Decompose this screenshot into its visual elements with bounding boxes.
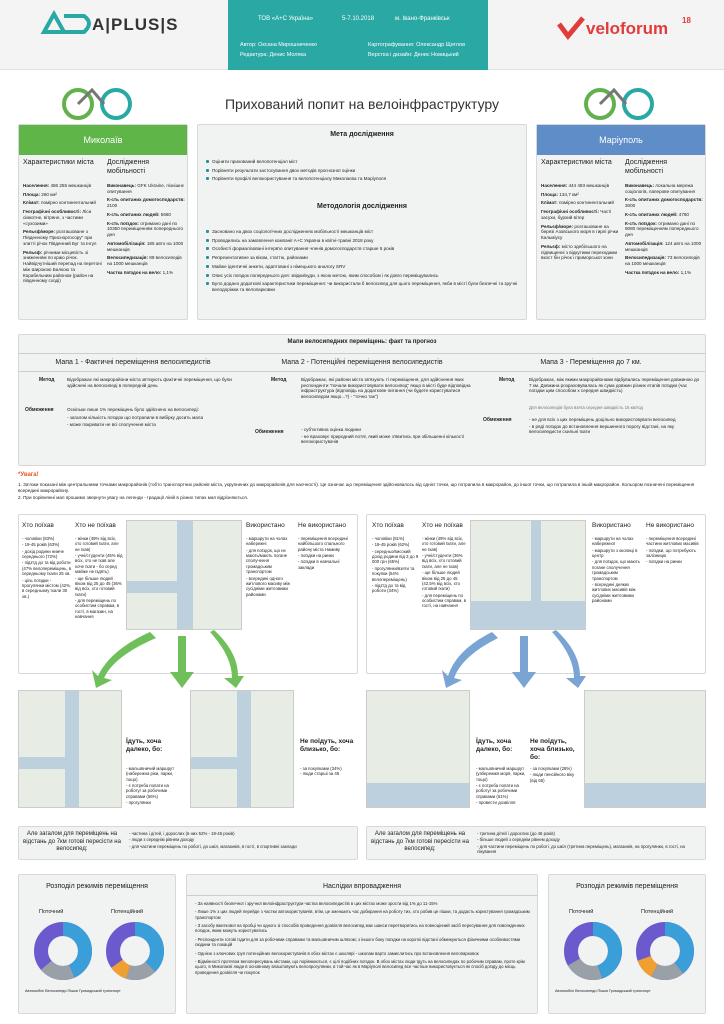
map1-limit-label: Обмеження <box>25 407 54 413</box>
stat-label: Площа: <box>23 191 42 197</box>
stat-row <box>23 183 103 189</box>
dist-left-legend: Автомобілі Велосипеди Пішки Громадський транспорт <box>25 989 121 993</box>
nik-map-1 <box>126 520 242 630</box>
stat-value: Ліси сімкотне, вітряне, з частими «сухозими» <box>23 209 92 226</box>
stat-label: Виконавець: <box>625 183 656 188</box>
nik-map-2 <box>18 690 122 808</box>
dist-right-donut-a <box>563 921 623 981</box>
bullet-item: Засновано на двох соціологічних дослідженнях мобільності мешканців міст <box>206 229 520 235</box>
list-item: - всередині деяких житлових масивів між сусідніми житловими районами <box>592 581 636 603</box>
nik-use-title: Використано <box>246 522 285 529</box>
header-editor: Редактура: Денис Моляка <box>240 52 307 58</box>
mar-summary <box>366 826 706 860</box>
list-item: - жінки (49% від всіх, хто готовий їхати, але не їхав) <box>75 536 119 552</box>
stat-row <box>107 197 185 208</box>
bullet-item: Репрезентативне за віком, статтю, районами <box>206 255 520 261</box>
dist-left-donut-b <box>105 921 165 981</box>
dist-right-title: Розподіл режимів переміщення <box>576 883 678 890</box>
stat-value: помірно континентальний <box>558 200 614 206</box>
stat-label: Рельєф: <box>541 243 562 249</box>
mariupol-col2-title: Дослідження мобільності <box>625 159 668 175</box>
stat-row <box>23 250 103 284</box>
bullet-item: Особисті формалізовані інтерв'ю опитування членів домогосподарств старше 5 років <box>206 246 520 252</box>
stat-row <box>625 212 703 218</box>
mar-summary-label: Але загалом для переміщень на відстань до 7км готові пересісти на велосипед: <box>371 831 469 852</box>
green-arrows-icon <box>92 630 244 688</box>
map-title-line <box>19 371 705 372</box>
dist-left-card <box>18 874 176 1014</box>
list-item: - поїздки в навчальні заклади <box>298 559 340 570</box>
nik-notwho-title: Хто не поїхав <box>75 522 116 529</box>
implementation-item: - З засобу вжиткової на пробці чи одного зі способів проведення дозвілля велосипед має шанси перетворитись на повноцінний засіб пересування для повсякденних поїздок, яким можуть користуватись <box>195 923 525 934</box>
mariupol-characteristics <box>541 183 621 264</box>
list-item: - поїздки на ринки <box>646 559 682 565</box>
list-item: - прогулянки/взяти та покупки (54% велопереміщень) <box>372 565 415 582</box>
mykolaiv-card <box>18 124 188 320</box>
stat-label: К-сть опитаних домогосподарств: <box>107 197 185 203</box>
list-item: - для поїздок, що мають погане сполучення громадським транспортом <box>592 559 640 581</box>
dist-left-donut-a <box>33 921 93 981</box>
mykolaiv-header: Миколаїв <box>19 125 187 155</box>
map1-limit: Оскільки лише 1% переміщень було здійснено на велосипеді: <box>67 407 199 412</box>
mar-near-list <box>530 766 582 784</box>
stat-value: 444 493 мешканців <box>568 183 610 188</box>
list-item: - поїздки, що потребують залізницю <box>646 547 696 559</box>
map1-limit-list <box>67 415 243 428</box>
stat-label: Рельєф: <box>23 249 44 255</box>
list-item: - є потреба попати на роботу/ за робочими справами (61%) <box>476 783 519 799</box>
mar-notwho-title: Хто не поїхав <box>422 522 463 529</box>
list-item: - для частини переміщень по роботі, до шкіл (третина переміщень), магазинів, на прогулянки, в гості, на лікування <box>477 843 685 855</box>
stat-row <box>23 200 103 206</box>
mar-map-3 <box>584 690 706 808</box>
dist-left-a: Поточний <box>39 909 64 915</box>
stat-row <box>625 183 703 194</box>
map3-limit-list <box>529 417 701 436</box>
mariupol-mobility <box>625 183 703 279</box>
stat-row <box>625 197 703 208</box>
mar-who-title: Хто поїхав <box>372 522 404 529</box>
stat-value: розташоване на березі Азовського моря в гирлі річки Кальміусу <box>541 223 619 241</box>
veloforum-sup: 18 <box>682 16 691 25</box>
mar-far-title: Їдуть, хоча далеко, бо: <box>476 738 513 753</box>
bike-logo-right-icon <box>580 80 660 126</box>
stat-value: отримано дані по 10350 переміщенням попереднього дня <box>107 220 184 238</box>
header-carto: Картографування: Олександр Щеглов <box>368 42 466 48</box>
list-item: - поїздки на ринки <box>298 553 334 559</box>
mykolaiv-col2-title: Дослідження мобільності <box>107 159 150 175</box>
list-item: 2. При порівнянні мап прошимо звернути увагу на легенди - градації ліній в різних типах мап відрізняються. <box>18 495 248 501</box>
stat-value: 2100 <box>107 203 118 209</box>
stat-label: Географічні особливості: <box>23 209 83 215</box>
list-item: - третина дітей і дорослих (до 46 років) <box>477 831 555 836</box>
list-item: - не для всіх з цих переміщень доцільно використовувати велосипед <box>529 417 676 422</box>
stat-label: Автомобілізація: <box>107 240 147 246</box>
dist-right-a: Поточний <box>569 909 594 915</box>
bullet-item: Оцінити прихований велопотенціал міст <box>206 159 520 165</box>
stat-row <box>541 224 621 241</box>
nik-summary-label: Але загалом для переміщень на відстань до 7км готові пересісти на велосипед: <box>23 831 121 852</box>
mar-near-title: Не поїдуть, хоча близько, бо: <box>530 738 575 761</box>
stat-value: 3000 <box>625 203 636 209</box>
header-layout: Верстка і дизайн: Денис Новицький <box>368 52 459 58</box>
stat-label: Рельєф/море: <box>541 223 575 229</box>
stat-value: 89 велосипедів на 1000 мешканців <box>107 255 182 267</box>
mariupol-col1-title: Характеристики міста <box>541 159 612 166</box>
list-item: - частина і дітей, і дорослих (в них 52% - 19-45 років) <box>129 831 235 836</box>
list-item: - за покупками (34%) <box>300 766 342 771</box>
mar-far-list <box>476 766 528 807</box>
stat-row <box>541 200 621 206</box>
nik-near-title-block: Не поїдуть, хоча близько, бо: <box>300 738 354 753</box>
veloforum-logo <box>556 14 706 42</box>
list-item: - для переміщень по особистим справам, в гості, на навчання <box>422 592 467 609</box>
header-center-banner <box>228 0 488 70</box>
mar-nouse-title: Не використано <box>646 522 694 529</box>
nik-summary <box>18 826 358 860</box>
map3-method: Відображає, між якими макрорайонами відбувались переміщення довжиною до 7 км. Довжина розраховувалась як сума довжин різних етапів поїздки (час поїздки цим способом х середня швидкість) <box>529 377 700 394</box>
list-item: - провести дозвілля <box>476 800 516 806</box>
nik-far-list <box>126 766 184 807</box>
dist-left-b: Потенційний <box>111 909 144 915</box>
stat-value: розташоване з Південному Присноргосору" при злитті річок Південний Буг та Інгул <box>23 229 97 246</box>
note-title: *Увага! <box>18 472 39 478</box>
list-item: - є потреба попати на роботу/ за робочими справами (56%) <box>126 783 169 799</box>
stat-label: Частка поїздок на вело: <box>625 269 681 275</box>
dist-right-donut-b <box>635 921 695 981</box>
dist-right-b: Потенційний <box>641 909 674 915</box>
map2-limit-label: Обмеження <box>255 429 284 435</box>
stat-label: К-сть опитаних людей: <box>625 211 679 217</box>
mar-who-list <box>372 536 420 595</box>
list-item: - переміщення всередині частини житлових масивів <box>646 536 699 547</box>
mar-use-title: Використано <box>592 522 631 529</box>
list-item: - дохід родини нижче середнього (72%) <box>22 548 65 560</box>
veloforum-icon <box>556 14 586 42</box>
implementation-item: - Відмінності протягом велопересувань містами, що порівнюються, є цілі подібних поїздок. В обох містах люди їдуть на велосипедах по робочим справам, проте крім цього, в Миколаєві люди в основному влаштовують велопрогулянки, в той час як в Маріуполі велосипед все частіше використовується як спосіб доїзду до місць проведення дозвілля чи покупок <box>195 958 525 975</box>
stat-value: 4760 <box>678 211 689 217</box>
map2-method: Відображає, які райони міста зв'язують ті переміщення, для здійснення яких респонденти "почали використовувати велосипед" якщо в місті буде відповідна інфраструктура (відповідь на додаткове питання (чи будете користуватися велосипедом якщо...?) - "точно так") <box>301 377 471 400</box>
bullet-item: Проводились на замовлення компанії А+С Україна в квітні-травні 2018 року <box>206 238 520 244</box>
mar-summary-list <box>477 831 703 855</box>
method-title: Методологія дослідження <box>317 203 407 210</box>
header-org: ТОВ «А+С Україна» <box>258 16 314 22</box>
list-item: - маршрути з околиці в центр <box>592 547 638 559</box>
stat-row <box>541 209 621 220</box>
nik-map-3 <box>190 690 294 808</box>
stat-row <box>23 209 103 226</box>
mariupol-card <box>536 124 706 320</box>
mykolaiv-mobility <box>107 183 185 279</box>
mykolaiv-col1-title: Характеристики міста <box>23 159 94 166</box>
stat-row <box>541 183 621 189</box>
map2-method-label: Метод <box>271 377 287 383</box>
list-item: - загалом кількість поїздок що потрапили в вибірку досить мала <box>67 415 204 420</box>
list-item: - чоловіки (81%) <box>372 536 405 541</box>
nik-use-list <box>246 536 296 598</box>
list-item: - суб'єктивна оцінка людини <box>301 427 361 432</box>
stat-label: К-сть поїздок: <box>625 220 659 226</box>
dist-right-card <box>548 874 706 1014</box>
dist-left-title: Розподіл режимів переміщення <box>46 883 148 890</box>
note-list <box>18 482 706 503</box>
goal-list <box>206 159 520 185</box>
mykolaiv-characteristics <box>23 183 103 287</box>
stat-value: 73 велосипедів на 1000 мешканців <box>625 255 700 267</box>
list-item: - не враховує природний потяг, який може з'явитись при збільшенні кількості велокористувачів <box>301 433 465 445</box>
stat-row <box>107 221 185 238</box>
bullet-item: Було додано додаткові характеристики переміщення: чи використали б велосипед для цього переміщення, якби в місті були безпечні та зручні велодоріжки та велопарковки <box>206 281 520 292</box>
nik-near-list <box>300 766 356 777</box>
list-item: - в ряді поїздок до встановлення вершинного порогу відстані, на яку велосипедисти схильні їхати <box>529 423 675 435</box>
list-item: - всередині одного житлового масиву між сусідніми житловими районами <box>246 575 290 597</box>
list-item: - люди пенсійного віку (від 65) <box>530 772 575 783</box>
list-item: - учні/студенти (36% від всіх, хто готовий їхати, але не їхав) <box>422 553 463 569</box>
stat-row <box>107 183 185 194</box>
stat-value: 185 авто на 1000 мешканців <box>107 240 184 252</box>
list-item: - мальовничий маршрут (узбережжя моря, парки, тощо) <box>476 766 526 782</box>
list-item: - більше людей з середнім рівнем доходу <box>477 837 560 843</box>
map3-title: Мапа 3 - Переміщення до 7 км. <box>540 359 642 366</box>
map3-limit-label: Обмеження <box>483 417 512 423</box>
mar-use-list <box>592 536 644 604</box>
maps-title: Мапи велосипедних переміщень: факт та прогноз <box>287 339 437 345</box>
stat-label: Частка поїздок на вело: <box>107 269 163 275</box>
stat-label: К-сть опитаних домогосподарств: <box>625 197 703 203</box>
stat-row <box>107 255 185 266</box>
stat-label: Велосипедизація: <box>107 255 150 261</box>
implementation-item: - Респонденти готові їздити для за робочими справами та мальовничим шляхом; з іншого боку поїздки на короткі відстані обмежуються фізичними особливостями людини та локацій <box>195 936 521 948</box>
stat-value: 134,7 км² <box>559 191 579 197</box>
stat-value: 1,1% <box>680 269 692 275</box>
dist-right-legend: Автомобілі Велосипеди Пішки Громадський транспорт <box>555 989 651 993</box>
stat-row <box>625 241 703 252</box>
mar-map-1 <box>470 520 586 630</box>
list-item: 1. За'язки показані між центральними точками макрорайонів (тобто транспортних районів міста, укрупнених до макрорайонів для наочності). Це означає що переміщення здійснювалось від однієї точки, що потрапила в макрорайон, до іншої точки, що потрапила в іншій макрорайон. Кольором позначені переміщення всередині макрорайону. <box>18 482 695 493</box>
bullet-item: Майже ідентичні анкети, адаптовані з німецького аналогу SRV <box>206 264 520 270</box>
list-item: - жінки (49% від всіх, хто готовий їхати, але не їхав) <box>422 536 466 552</box>
list-item: - маршрути на чолах набережної <box>592 536 634 547</box>
page-title: Прихований попит на велоінфраструктуру <box>224 96 500 112</box>
stat-row <box>625 255 703 266</box>
nik-far-title: Їдуть, хоча далеко, бо: <box>126 738 163 753</box>
stat-label: К-сть опитаних людей: <box>107 211 161 217</box>
list-item: - для частини переміщень по роботі, до шкіл, магазинів, в гості, в спортивні заклади <box>129 843 297 849</box>
list-item: - підз'їд до та від роботи (34%) <box>372 582 406 594</box>
stat-value: локальна мережа соціологів, паперове опитування <box>625 183 695 194</box>
stat-value: 260 км² <box>41 191 57 197</box>
stat-label: Автомобілізація: <box>625 240 665 246</box>
blue-arrows-icon <box>442 630 586 688</box>
list-item: - люди старші за 46 <box>300 771 340 777</box>
list-item: - чоловіки (83%) <box>22 536 55 541</box>
stat-label: Клімат: <box>23 200 41 206</box>
list-item: - 19-45 років (63%) <box>22 542 60 548</box>
list-item: - підз'їд до та від роботи (47% велопереміщень, в середньому їхали 25 хв. <box>22 560 72 577</box>
stat-label: Клімат: <box>541 200 559 206</box>
stat-label: Площа: <box>541 191 560 197</box>
implementation-item: - Лише 1% з цих людей перейде з частки автокористувачів, втім, це зменшить час добирання на роботу тих, хто робив це пішки, та додасть користування громадським транспортом <box>195 909 530 920</box>
goal-card <box>197 124 527 320</box>
stat-value: помірно континентальний <box>40 200 96 206</box>
stat-value: GFK Ukraine, пізнішнє опитування <box>107 183 185 194</box>
stat-label: Населення: <box>23 183 51 188</box>
list-item: - середньо/високий дохід родини від 3 до 9 000 грн (65%) <box>372 548 419 565</box>
map1-method-label: Метод <box>39 377 55 383</box>
maps-divider <box>19 353 705 354</box>
stat-label: Населення: <box>541 183 569 188</box>
nik-notwho-list <box>75 536 123 620</box>
stat-value: 486 255 мешканців <box>50 183 92 188</box>
stat-label: Географічні особливості: <box>541 209 601 215</box>
list-item: - люди з середнім рівнем доходу <box>129 837 195 843</box>
stat-value: місто здебільшого на підвищенні з відкутими переходами вкост бін річок і приморської зони <box>541 243 618 261</box>
implementation-item: - За наявності безпечної і зручної велоінфраструктури частка велосипедистів в цих містах може зрости від 1% до 11-15% <box>195 901 438 906</box>
nik-who-title: Хто поїхав <box>22 522 54 529</box>
list-item: - 19-45 років (62%) <box>372 542 410 548</box>
stat-value: Часті засухи, бурхий вітер <box>541 209 612 220</box>
implementation-list <box>195 901 531 978</box>
bike-logo-left-icon <box>58 80 138 126</box>
goal-title: Мета дослідження <box>330 131 394 138</box>
list-item: - ціль поїздки - прогулянки містом (42%, в середньому їхали 30 хв.) <box>22 577 72 599</box>
mar-map-2 <box>366 690 470 808</box>
stat-label: Рельєф/море: <box>23 229 57 235</box>
header-city: м. Івано-Франківськ <box>395 16 450 22</box>
mariupol-header: Маріуполь <box>537 125 705 155</box>
stat-row <box>107 212 185 218</box>
mar-notwho-list <box>422 536 466 610</box>
list-item: - може покривати не всі сполучення міста <box>67 421 156 427</box>
nik-nouse-list <box>298 536 354 571</box>
nik-who-list <box>22 536 72 600</box>
aplus-logo-text: A|PLUS|S <box>92 15 179 34</box>
list-item: - учні/студенти (45% від всіх, хто не їхав але хоче їхати - бо серед майже не їздять) <box>75 553 123 575</box>
stat-label: Велосипедизація: <box>625 255 668 261</box>
nik-nouse-title: Не використано <box>298 522 346 529</box>
method-list <box>206 229 520 296</box>
stat-value: 5660 <box>160 211 171 217</box>
header-dates: 5-7.10.2018 <box>342 16 375 22</box>
stat-value: річними місцевість зі зниженням по краю річок. Найвідчутніший перепад на перетоні між Широкою Балкою та Корабельним районом (район на південному сході) <box>23 249 102 284</box>
stat-row <box>23 229 103 246</box>
stat-row <box>107 270 185 276</box>
bullet-item: Порівняти результати застосування двох методів прогнозної оцінки <box>206 168 520 174</box>
list-item: - ще більше людей віком від 25 до 45 (42,5% від всіх, хто готовий їхати) <box>422 570 461 592</box>
nik-summary-list <box>129 831 355 850</box>
stat-value: отримано дані по 9080 переміщенням попереднього дня <box>625 220 699 238</box>
stat-row <box>107 241 185 252</box>
maps-card <box>18 334 706 466</box>
list-item: - для поїздок, що не мають/мають погане сполучення громадським транспортом <box>246 547 288 575</box>
list-item: - переміщення всередині найбільшого спального району міста Намиву <box>298 536 348 552</box>
stat-row <box>541 244 621 261</box>
stat-value: 1,1% <box>162 269 174 275</box>
stat-row <box>625 221 703 238</box>
bullet-item: Опис усіх поїздок попереднього дня: звідки/куди, з якою метою, яким способом і як довго переміщувались <box>206 273 520 279</box>
implementation-item: - Однією з ключових груп потенційних велокористувачів в обох містах є школярі - школам варто замислитись про встановлення велопарковок <box>195 950 479 956</box>
implementation-divider <box>187 895 537 896</box>
implementation-card <box>186 874 538 1014</box>
list-item: - за покупками (28%) <box>530 766 572 771</box>
map1-method: Відображає які макрорайони міста зв'язують фактичні переміщення, що були здійснені на велосипеді в попередній день <box>67 377 232 388</box>
map2-limit-list <box>301 427 471 446</box>
mar-nouse-list <box>646 536 704 566</box>
stat-label: К-сть поїздок: <box>107 220 141 226</box>
implementation-title: Наслідки впровадження <box>322 883 402 890</box>
list-item: - ще більше людей віком від 25 до 45 (36% від всіх, хто готовий їхати) <box>75 575 122 597</box>
list-item: - мальовничий маршрут (набережна ріки, парки, тощо) <box>126 766 175 782</box>
map3-method-note: Для велосипедів була взята середня швидкість 15 км/год <box>529 405 643 410</box>
stat-label: Виконавець: <box>107 183 138 188</box>
stat-row <box>23 192 103 198</box>
header-author: Автор: Оксана Мирошниченко <box>240 42 318 48</box>
stat-row <box>541 192 621 198</box>
flow-arrows <box>0 630 724 690</box>
map1-title: Мапа 1 - Фактичні переміщення велосипедистів <box>55 359 211 366</box>
map3-method-label: Метод <box>499 377 515 383</box>
veloforum-text: veloforum <box>586 19 669 38</box>
stat-row <box>625 270 703 276</box>
bullet-item: Порівняти профілі велокористування та велопотенціалу Миколаєва та Маріуполя <box>206 176 520 182</box>
map2-title: Мапа 2 - Потенційні переміщення велосипедистів <box>281 359 443 366</box>
stat-value: 124 авто на 1000 мешканців <box>625 240 702 252</box>
list-item: - маршрути на чолах набережні <box>246 536 288 547</box>
list-item: - для переміщень по особистим справам, в гості, в магазин, на навчання <box>75 597 120 620</box>
list-item: - прогулянки <box>126 800 151 806</box>
